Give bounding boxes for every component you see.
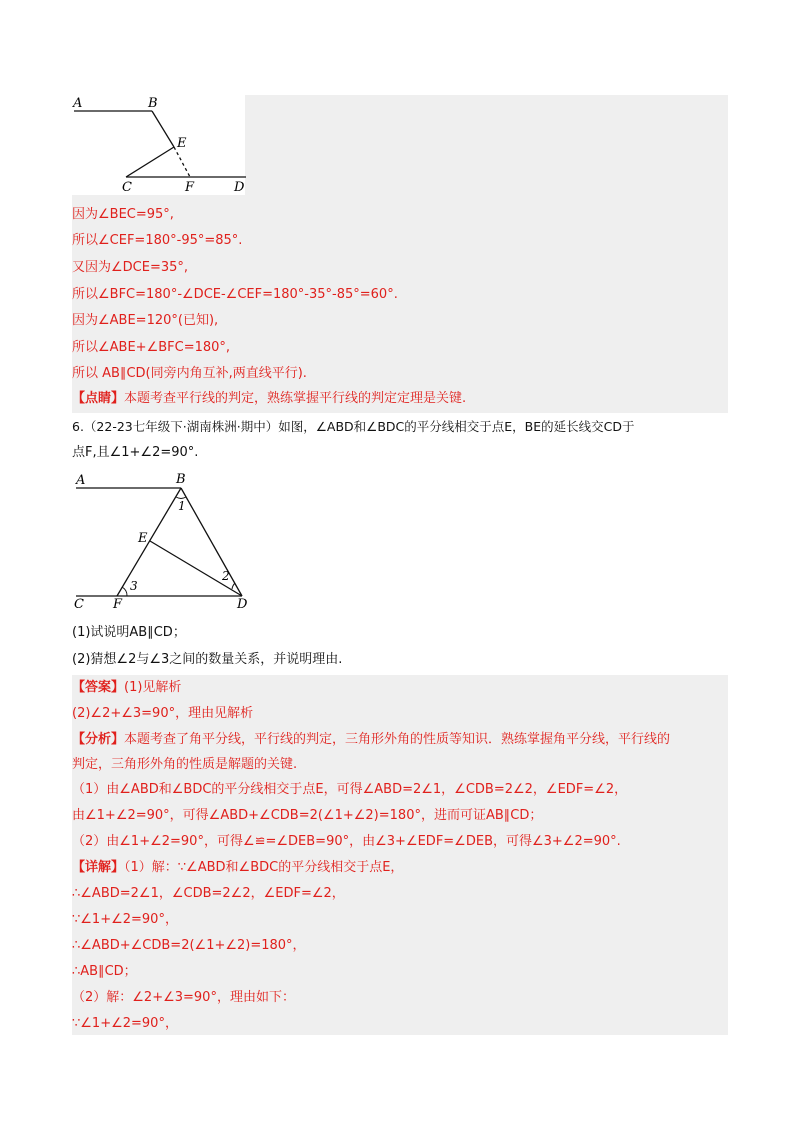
analysis-text-1: 本题考查了角平分线，平行线的判定，三角形外角的性质等知识．熟练掌握角平分线，平行线的 <box>124 732 671 747</box>
solution-line-5: 因为∠ABE=120°(已知), <box>72 313 219 328</box>
analysis-line-4: 由∠1+∠2=90°，可得∠ABD+∠CDB=2(∠1+∠2)=180°，进而可证AB∥CD； <box>72 808 543 823</box>
comment-tag: 【点睛】 <box>72 391 125 406</box>
detail-line-7: ∵∠1+∠2=90°， <box>72 1016 178 1031</box>
detail-line-2: ∴∠ABD=2∠1，∠CDB=2∠2，∠EDF=∠2， <box>72 886 345 901</box>
detail-line-6: （2）解：∠2+∠3=90°，理由如下： <box>72 990 295 1005</box>
solution-shade-top <box>245 95 728 195</box>
label-e: E <box>138 531 148 546</box>
answer-line-1 <box>72 678 181 698</box>
analysis-line-3: （1）由∠ABD和∠BDC的平分线相交于点E，可得∠ABD=2∠1，∠CDB=2∠2，∠EDF=∠2， <box>72 782 628 797</box>
angle-3-arc <box>122 587 127 596</box>
label-b: B <box>176 472 186 487</box>
angle-2-arc <box>232 583 235 589</box>
solution-line-6: 所以∠ABE+∠BFC=180°, <box>72 340 231 355</box>
detail-text-1: （1）解：∵∠ABD和∠BDC的平分线相交于点E， <box>124 860 404 875</box>
analysis-line-5: （2）由∠1+∠2=90°，可得∠≌=∠DEB=90°，由∠3+∠EDF=∠DEB，可得∠3+∠2=90°. <box>72 834 621 849</box>
angle-1-label: 1 <box>178 499 186 513</box>
figure-2 <box>72 470 262 615</box>
analysis-line-2: 判定，三角形外角的性质是解题的关键. <box>72 757 298 772</box>
segment-ef-dashed <box>174 147 190 177</box>
detail-line-1 <box>72 858 403 878</box>
label-c: C <box>74 597 84 612</box>
label-a: A <box>76 473 86 488</box>
detail-line-3: ∵∠1+∠2=90°， <box>72 912 178 927</box>
solution-line-3: 又因为∠DCE=35°, <box>72 260 189 275</box>
segment-be <box>152 111 174 147</box>
label-f: F <box>113 597 123 612</box>
answer-line-2: (2)∠2+∠3=90°，理由见解析 <box>72 706 254 721</box>
angle-2-label: 2 <box>222 569 230 583</box>
label-b: B <box>148 96 158 111</box>
answer-shade <box>72 675 728 1035</box>
analysis-line-1 <box>72 730 670 750</box>
label-a: A <box>73 96 83 111</box>
label-c: C <box>122 180 132 195</box>
label-d: D <box>237 597 248 612</box>
detail-line-4: ∴∠ABD+∠CDB=2(∠1+∠2)=180°， <box>72 938 306 953</box>
segment-ce <box>126 147 174 177</box>
answer-part-1: (1)见解析 <box>124 680 182 695</box>
angle-3-label: 3 <box>130 579 138 593</box>
label-f: F <box>185 180 195 195</box>
solution-line-1: 因为∠BEC=95°, <box>72 207 174 222</box>
analysis-tag: 【分析】 <box>72 732 125 747</box>
question-2: (2)猜想∠2与∠3之间的数量关系，并说明理由. <box>72 652 343 667</box>
problem-6-line-2: 点F,且∠1+∠2=90°. <box>72 445 199 460</box>
figure-1 <box>72 95 247 195</box>
detail-tag: 【详解】 <box>72 860 125 875</box>
solution-line-4: 所以∠BFC=180°-∠DCE-∠CEF=180°-35°-85°=60°. <box>72 287 398 302</box>
label-e: E <box>177 136 187 151</box>
solution-line-2: 所以∠CEF=180°-95°=85°. <box>72 233 243 248</box>
label-d: D <box>234 180 245 195</box>
answer-tag: 【答案】 <box>72 680 125 695</box>
segment-bf <box>117 488 181 596</box>
solution-line-7: 所以 AB∥CD(同旁内角互补,两直线平行). <box>72 366 307 381</box>
comment-text: 本题考查平行线的判定，熟练掌握平行线的判定定理是关键. <box>124 391 467 406</box>
problem-6-line-1: 6.（22-23七年级下·湖南株洲·期中）如图，∠ABD和∠BDC的平分线相交于点E，BE的延长线交CD于 <box>72 419 635 434</box>
comment-line <box>72 389 466 409</box>
segment-bd <box>181 488 242 596</box>
detail-line-5: ∴AB∥CD； <box>72 964 137 979</box>
question-1: (1)试说明AB∥CD； <box>72 625 186 640</box>
